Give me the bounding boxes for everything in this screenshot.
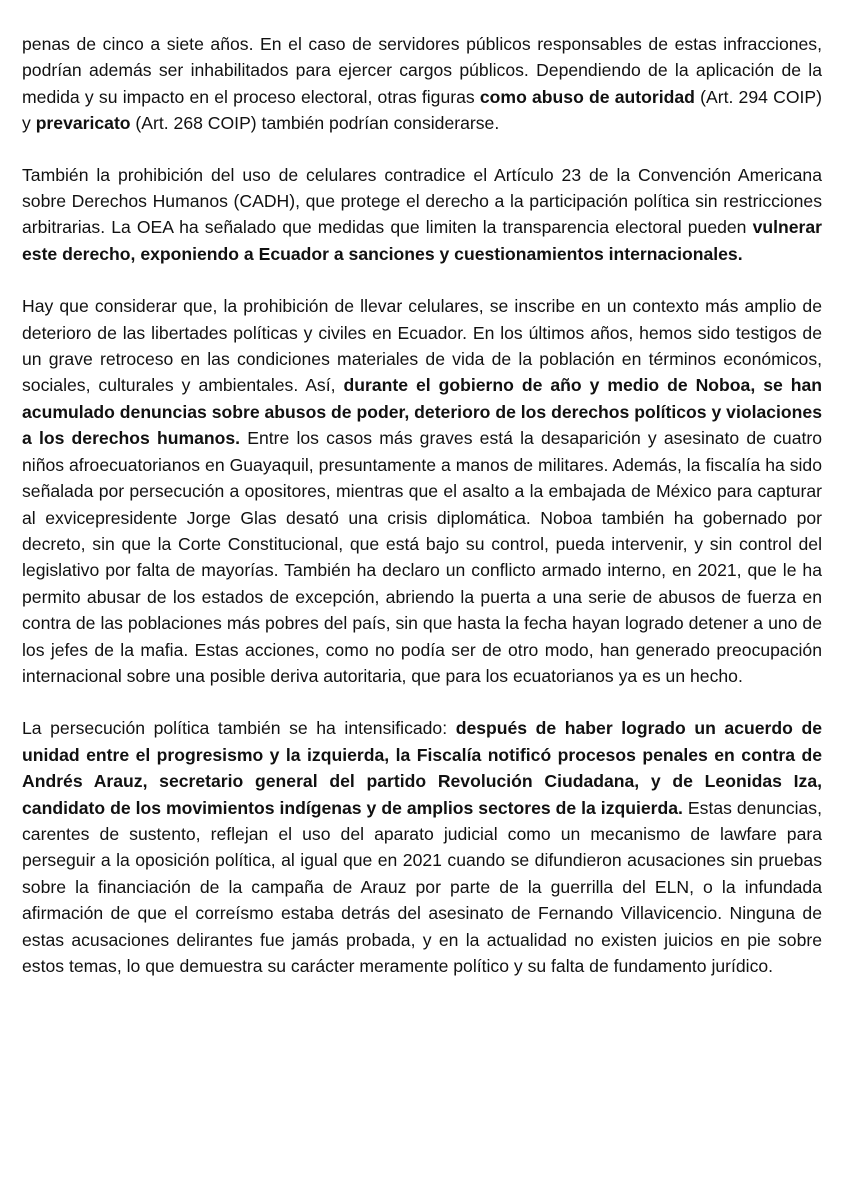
bold-segment: después de haber logrado un acuerdo de unidad entre el progresismo y la izquierda, la Fiscalía notificó procesos penales en contra de Andrés Arauz, secretario general del partido Revolución Ciudadana, y de Leonidas Iza, candidato de los movimientos indígenas y de amplios sectores de la izquierda. — [22, 718, 822, 818]
text-segment: (Art. 268 COIP) también podrían considerarse. — [130, 113, 500, 134]
bold-segment: durante el gobierno de año y medio de Noboa, se han acumulado denuncias sobre abusos de poder, deterioro de los derechos políticos y violaciones a los derechos humanos. — [22, 375, 823, 449]
text-segment: La persecución política también se ha intensificado: — [22, 718, 456, 739]
text-segment: Hay que considerar que, la prohibición de llevar celulares, se inscribe en un contexto más amplio de deterioro de las libertades políticas y civiles en Ecuador. En los últimos años, hemos sido testigos de un grave retroceso en las condiciones materiales de vida de la población en términos económicos, sociales, culturales y ambientales. Así, — [22, 296, 822, 396]
text-segment: (Art. 294 COIP) y — [22, 86, 822, 134]
text-segment: penas de cinco a siete años. En el caso de servidores públicos responsables de estas infracciones, podrían además ser inhabilitados para ejercer cargos públicos. Dependiendo de la aplicación de la medida y su impacto en el proceso electoral, otras figuras — [22, 34, 822, 107]
paragraph-penalties — [22, 31, 822, 137]
text-segment: Estas denuncias, carentes de sustento, reflejan el uso del aparato judicial como un mecanismo de lawfare para perseguir a la oposición política, al igual que en 2021 cuando se difundieron acusaciones sin pruebas sobre la financiación de la campaña de Arauz por parte de la guerrilla del ELN, o la infundada afirmación de que el correísmo estaba detrás del asesinato de Fernando Villavicencio. Ninguna de estas acusaciones delirantes fue jamás probada, y en la actualidad no existen juicios en pie sobre estos temas, lo que demuestra su carácter meramente político y su falta de fundamento jurídico. — [22, 797, 822, 976]
bold-segment: prevaricato — [35, 113, 131, 134]
bold-segment: vulnerar este derecho, exponiendo a Ecuador a sanciones y cuestionamientos internacionales. — [22, 217, 822, 264]
paragraph-persecution — [22, 715, 822, 979]
text-segment: También la prohibición del uso de celulares contradice el Artículo 23 de la Convención Americana sobre Derechos Humanos (CADH), que protege el derecho a la participación política sin restricciones arbitrarias. La OEA ha señalado que medidas que limiten la transparencia electoral pueden — [22, 164, 822, 238]
paragraph-context — [22, 293, 822, 689]
paragraph-cadh — [22, 162, 822, 268]
text-segment: Entre los casos más graves está la desaparición y asesinato de cuatro niños afroecuatorianos en Guayaquil, presuntamente a manos de militares. Además, la fiscalía ha sido señalada por persecución a opositores, mientras que el asalto a la embajada de México para capturar al exvicepresidente Jorge Glas desató una crisis diplomática. Noboa también ha gobernado por decreto, sin que la Corte Constitucional, que está bajo su control, pueda intervenir, y sin control del legislativo por falta de mayorías. También ha declaro un conflicto armado interno, en 2021, que le ha permito abusar de los estados de excepción, abriendo la puerta a una serie de abusos de fuerza en contra de las poblaciones más pobres del país, sin que hasta la fecha hayan logrado detener a uno de los jefes de la mafia. Estas acciones, como no podía ser de otro modo, han generado preocupación internacional sobre una posible deriva autoritaria, que para los ecuatorianos ya es un hecho. — [22, 428, 823, 686]
bold-segment: como abuso de autoridad — [479, 86, 695, 107]
